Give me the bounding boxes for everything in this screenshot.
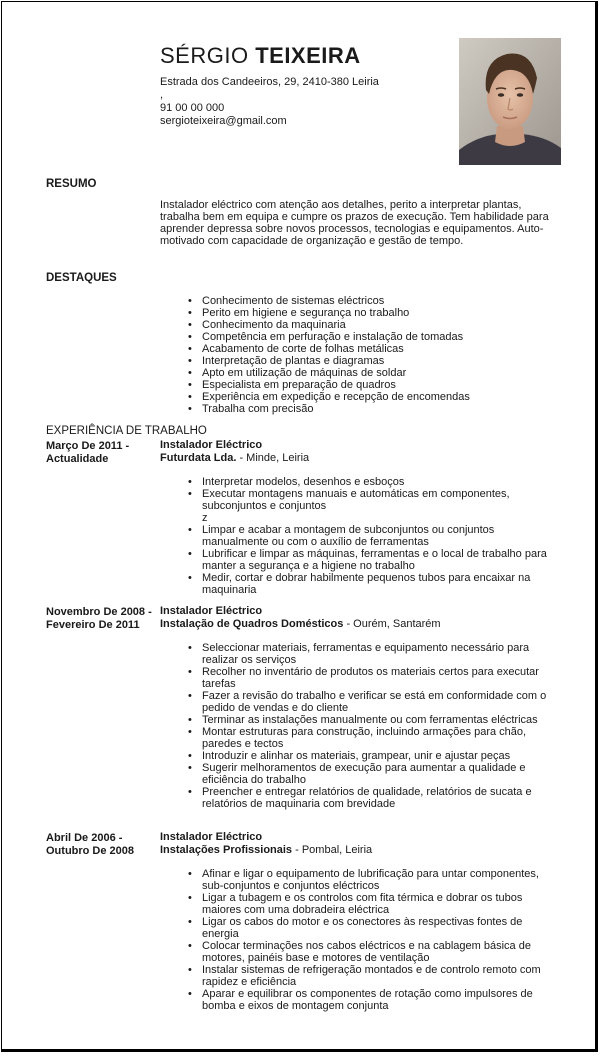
job-start-date: Março De 2011 -: [46, 440, 130, 452]
list-item: • Recolher no inventário de produtos os materiais certos para executar tarefas: [188, 666, 558, 690]
job-title: Instalador Eléctrico: [160, 831, 263, 843]
list-item: • Limpar e acabar a montagem de subconjuntos ou conjuntos manualmente ou com o auxílio de ferramentas: [188, 524, 558, 548]
job-header: [160, 439, 309, 465]
list-item: • Aparar e equilibrar os componentes de rotação como impulsores de bomba e eixos de montagem conjunta: [188, 988, 558, 1012]
contact-info: [160, 76, 379, 128]
job-header: [160, 831, 372, 857]
job-tasks-list: [188, 868, 558, 1012]
list-item: • Sugerir melhoramentos de execução para aumentar a qualidade e eficiência do trabalho: [188, 762, 558, 786]
list-item: • Experiência em expedição e recepção de encomendas: [188, 391, 548, 403]
last-name: TEIXEIRA: [255, 43, 361, 68]
list-item: • Perito em higiene e segurança no trabalho: [188, 307, 548, 319]
list-item: • Ligar os cabos do motor e os conectores às respectivas fontes de energia: [188, 916, 558, 940]
job-dates: [46, 606, 152, 632]
list-item: • Conhecimento da maquinaria: [188, 319, 548, 331]
candidate-name: [160, 42, 361, 70]
list-item: • Seleccionar materiais, ferramentas e equipamento necessário para realizar os serviços: [188, 642, 558, 666]
list-item: • Ligar a tubagem e os controlos com fita térmica e dobrar os tubos maiores com uma dobradeira eléctrica: [188, 892, 558, 916]
list-item: • Preencher e entregar relatórios de qualidade, relatórios de sucata e relatórios de maquinaria com brevidade: [188, 786, 558, 810]
job-company: Futurdata Lda.: [160, 452, 237, 464]
list-item: • Colocar terminações nos cabos eléctricos e na cablagem básica de motores, painéis base e motores de ventilação: [188, 940, 558, 964]
list-item: • Especialista em preparação de quadros: [188, 379, 548, 391]
job-start-date: Abril De 2006 -: [46, 832, 123, 844]
phone: 91 00 00 000: [160, 102, 225, 114]
list-item: • Acabamento de corte de folhas metálicas: [188, 343, 548, 355]
list-item: • Lubrificar e limpar as máquinas, ferramentas e o local de trabalho para manter a segurança e a higiene no trabalho: [188, 548, 558, 572]
list-item: • Fazer a revisão do trabalho e verificar se está em conformidade com o pedido de vendas e do cliente: [188, 690, 558, 714]
job-title: Instalador Eléctrico: [160, 439, 263, 451]
job-end-date: Outubro De 2008: [46, 845, 135, 857]
list-item: • Introduzir e alinhar os materiais, grampear, unir e ajustar peças: [188, 750, 558, 762]
job-start-date: Novembro De 2008 -: [46, 606, 152, 618]
summary-text: Instalador eléctrico com atenção aos detalhes, perito a interpretar plantas, trabalha bem em equipa e cumpre os prazos de execução. Tem habilidade para aprender depressa sobre novos processos, tecnologias e equipamentos. Auto-motivado com capacidade de organização e gestão de tempo.: [160, 199, 549, 247]
list-item: • Montar estruturas para construção, incluindo armações para chão, paredes e tectos: [188, 726, 558, 750]
job-dates: [46, 440, 129, 466]
list-item: • Apto em utilização de máquinas de soldar: [188, 367, 548, 379]
list-item: • Competência em perfuração e instalação de tomadas: [188, 331, 548, 343]
job-end-date: Actualidade: [46, 453, 109, 465]
job-location: - Pombal, Leiria: [292, 844, 373, 856]
job-tasks-list: [188, 642, 558, 810]
portrait-image: [459, 38, 561, 165]
first-name: SÉRGIO: [160, 43, 249, 68]
job-header: [160, 605, 441, 631]
address: Estrada dos Candeeiros, 29, 2410-380 Leiria: [160, 76, 379, 88]
list-item: • Conhecimento de sistemas eléctricos: [188, 295, 548, 307]
list-item: • Afinar e ligar o equipamento de lubrificação para untar componentes, sub-conjuntos e conjuntos eléctricos: [188, 868, 558, 892]
list-item: • Interpretar modelos, desenhos e esboços: [188, 476, 558, 488]
job-company: Instalação de Quadros Domésticos: [160, 618, 344, 630]
section-title-experience: EXPERIÊNCIA DE TRABALHO: [46, 425, 207, 437]
list-item: • Instalar sistemas de refrigeração montados e de controlo remoto com rapidez e eficiência: [188, 964, 558, 988]
job-tasks-list: [188, 476, 558, 596]
email: sergioteixeira@gmail.com: [160, 115, 287, 127]
address-separator: ,: [160, 89, 164, 101]
section-title-summary: RESUMO: [46, 178, 97, 190]
list-item: • Trabalha com precisão: [188, 403, 548, 415]
job-dates: [46, 832, 134, 858]
profile-photo: [459, 38, 561, 165]
job-location: - Ourém, Santarém: [343, 618, 441, 630]
list-item: • Executar montagens manuais e automáticas em componentes, subconjuntos e conjuntos z: [188, 488, 558, 524]
list-item: • Terminar as instalações manualmente ou com ferramentas eléctricas: [188, 714, 558, 726]
job-company: Instalações Profissionais: [160, 844, 293, 856]
resume-page: [1, 1, 598, 1052]
list-item: • Medir, cortar e dobrar habilmente pequenos tubos para encaixar na maquinaria: [188, 572, 558, 596]
job-end-date: Fevereiro De 2011: [46, 619, 140, 631]
list-item: • Interpretação de plantas e diagramas: [188, 355, 548, 367]
job-title: Instalador Eléctrico: [160, 605, 263, 617]
highlights-list: [188, 295, 548, 415]
section-title-highlights: DESTAQUES: [46, 272, 117, 284]
job-location: - Minde, Leiria: [236, 452, 310, 464]
